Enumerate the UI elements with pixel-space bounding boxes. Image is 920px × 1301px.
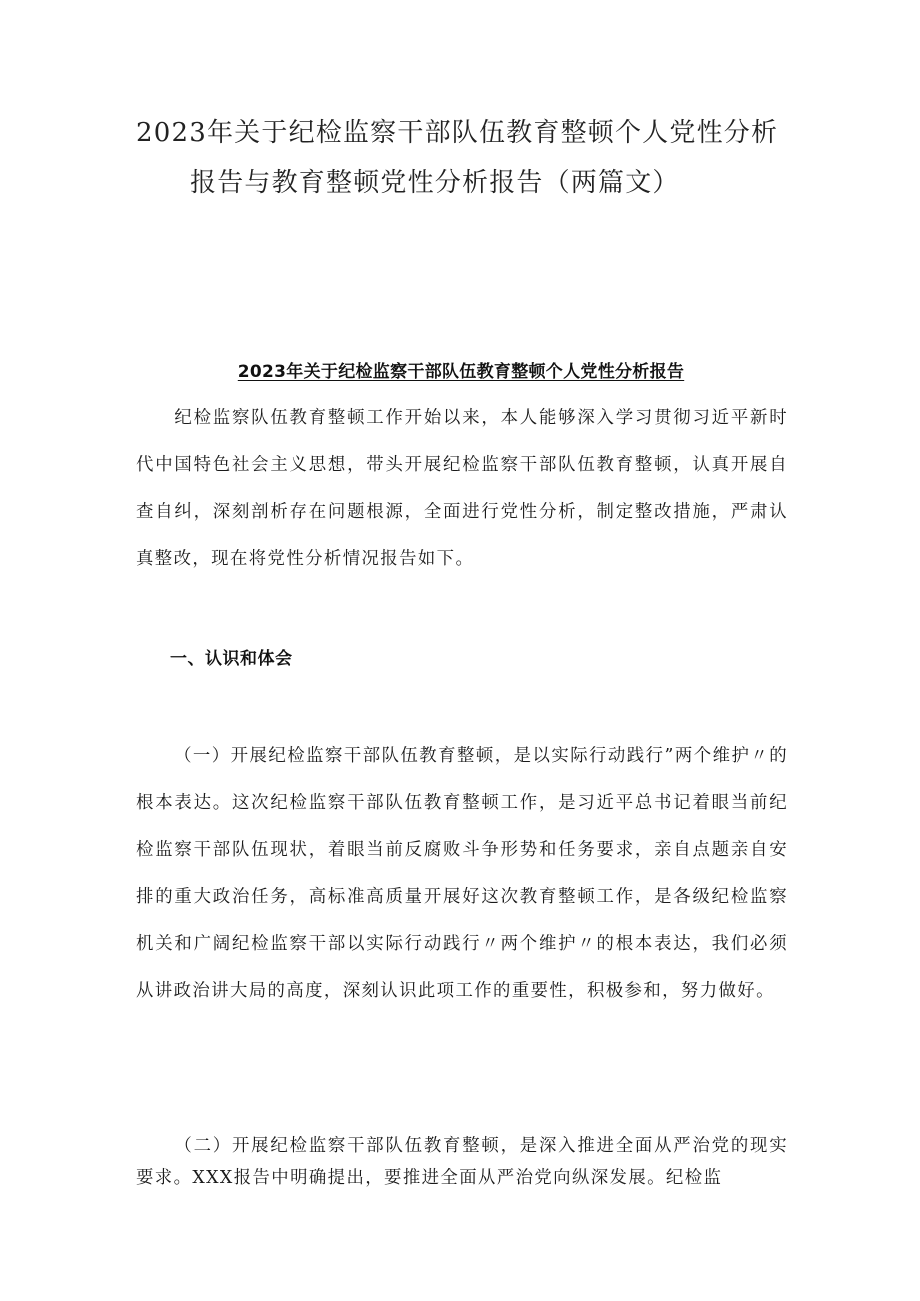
document-title-line-2: 报告与教育整顿党性分析报告（两篇文） [190, 168, 680, 198]
document-title [110, 108, 810, 208]
section-heading: 2023年关于纪检监察干部队伍教育整顿个人党性分析报告 [237, 362, 685, 382]
heading-understanding: 一、认识和体会 [170, 649, 293, 669]
intro-paragraph [136, 395, 788, 583]
paragraph-two-text: （二）开展纪检监察干部队伍教育整顿，是深入推进全面从严治党的现实要求。XXX报告中明确提出，要推进全面从严治党向纵深发展。纪检监 [136, 1136, 788, 1188]
document-title-line-1: 2023年关于纪检监察干部队伍教育整顿个人党性分析 [136, 118, 779, 148]
paragraph-one [136, 733, 788, 1015]
paragraph-two [136, 1130, 788, 1194]
intro-paragraph-text: 纪检监察队伍教育整顿工作开始以来，本人能够深入学习贯彻习近平新时代中国特色社会主义思想，带头开展纪检监察干部队伍教育整顿，认真开展自查自纠，深刻剖析存在问题根源，全面进行党性分析，制定整改措施，严肃认真整改，现在将党性分析情况报告如下。 [136, 408, 788, 569]
paragraph-one-text: （一）开展纪检监察干部队伍教育整顿，是以实际行动践行”两个维护〃的根本表达。这次纪检监察干部队伍教育整顿工作，是习近平总书记着眼当前纪检监察干部队伍现状，着眼当前反腐败斗争形势和任务要求，亲自点题亲自安排的重大政治任务，高标准高质量开展好这次教育整顿工作，是各级纪检监察机关和广阔纪检监察干部以实际行动践行〃两个维护〃的根本表达，我们必须从讲政治讲大局的高度，深刻认识此项工作的重要性，积极参和，努力做好。 [136, 746, 788, 1001]
